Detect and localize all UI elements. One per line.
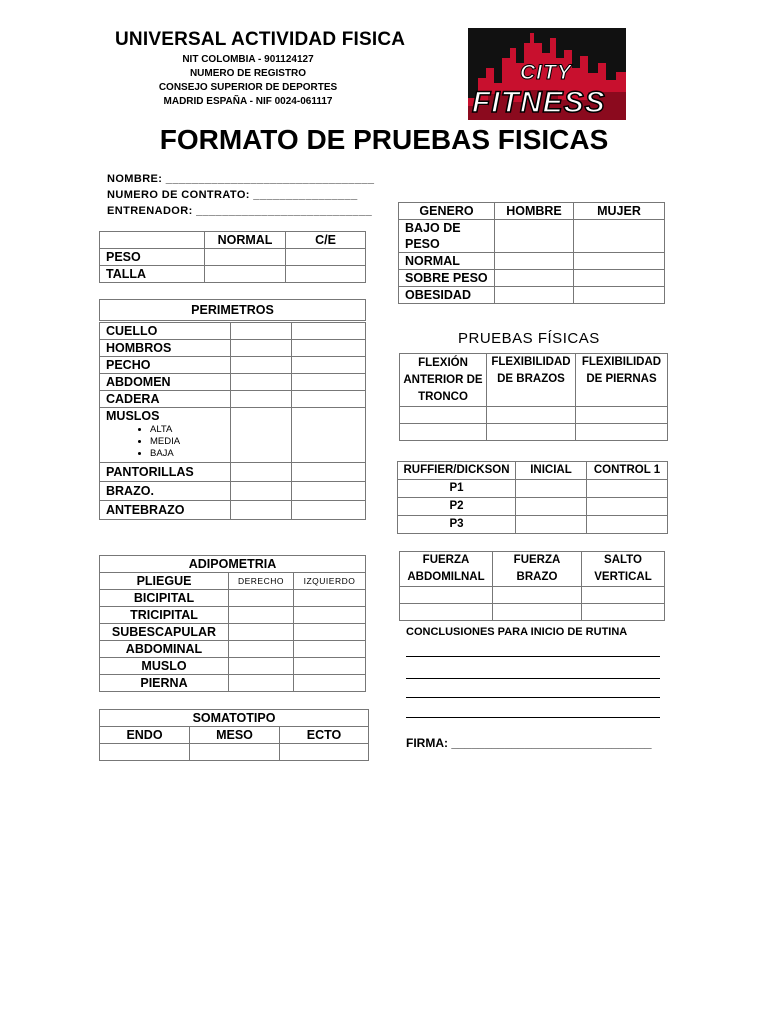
fuerza-table: [399, 551, 665, 621]
muslos-media: • MEDIA: [150, 436, 224, 448]
header-flex-brazos: FLEXIBILIDAD DE BRAZOS: [487, 354, 576, 407]
p1-control[interactable]: [587, 480, 668, 498]
pierna-izquierdo[interactable]: [294, 675, 366, 692]
pecho-cell-2[interactable]: [292, 357, 366, 374]
row-talla: TALLA: [100, 266, 205, 283]
adipometria-table: [99, 555, 366, 692]
muslos-cell-2[interactable]: [292, 408, 366, 463]
abdomen-cell-2[interactable]: [292, 374, 366, 391]
hombros-cell-2[interactable]: [292, 340, 366, 357]
row-tricipital: TRICIPITAL: [100, 607, 229, 624]
row-pecho: PECHO: [100, 357, 231, 374]
row-pantorillas: PANTORILLAS: [100, 463, 231, 482]
header-genero: GENERO: [399, 203, 495, 220]
peso-talla-table: [99, 231, 366, 283]
header-ce: C/E: [286, 232, 366, 249]
conclusion-line-1[interactable]: [406, 655, 660, 657]
contrato-field[interactable]: NUMERO DE CONTRATO: ________________: [107, 189, 358, 201]
somatotipo-title: SOMATOTIPO: [100, 710, 369, 727]
row-bicipital: BICIPITAL: [100, 590, 229, 607]
conclusion-line-4[interactable]: [406, 716, 660, 718]
row-cuello: CUELLO: [100, 323, 231, 340]
row-sobre-peso: SOBRE PESO: [399, 270, 495, 287]
p1-inicial[interactable]: [516, 480, 587, 498]
row-p3: P3: [398, 516, 516, 534]
brazo-cell-2[interactable]: [292, 482, 366, 501]
muslos-alta: • ALTA: [150, 424, 224, 436]
row-obesidad: OBESIDAD: [399, 287, 495, 304]
hombros-cell-1[interactable]: [231, 340, 292, 357]
normal-mujer[interactable]: [574, 253, 665, 270]
genero-table: [398, 202, 665, 304]
pecho-cell-1[interactable]: [231, 357, 292, 374]
fuerza-cell-2-3[interactable]: [582, 604, 665, 621]
pruebas-cell-1-2[interactable]: [487, 407, 576, 424]
abdominal-derecho[interactable]: [229, 641, 294, 658]
abdominal-izquierdo[interactable]: [294, 641, 366, 658]
subescapular-izquierdo[interactable]: [294, 624, 366, 641]
row-pierna: PIERNA: [100, 675, 229, 692]
muslos-label: MUSLOS: [106, 409, 160, 423]
ruffier-table: [397, 461, 668, 534]
header-normal: NORMAL: [205, 232, 286, 249]
peso-talla-corner: [100, 232, 205, 249]
row-muslos: [100, 408, 231, 463]
header-izquierdo: IZQUIERDO: [294, 573, 366, 590]
cadera-cell-1[interactable]: [231, 391, 292, 408]
pruebas-table: [399, 353, 668, 441]
header-salto-vertical: SALTO VERTICAL: [582, 552, 665, 587]
pantorillas-cell-2[interactable]: [292, 463, 366, 482]
pruebas-cell-1-1[interactable]: [400, 407, 487, 424]
row-bajo-de-peso: BAJO DE PESO: [399, 220, 495, 253]
fuerza-cell-2-1[interactable]: [400, 604, 493, 621]
p2-control[interactable]: [587, 498, 668, 516]
sobre-peso-hombre[interactable]: [495, 270, 574, 287]
somatotipo-table: [99, 709, 369, 761]
obesidad-hombre[interactable]: [495, 287, 574, 304]
fuerza-cell-1-3[interactable]: [582, 587, 665, 604]
bicipital-izquierdo[interactable]: [294, 590, 366, 607]
entrenador-field[interactable]: ENTRENADOR: ___________________________: [107, 205, 373, 217]
bicipital-derecho[interactable]: [229, 590, 294, 607]
row-p2: P2: [398, 498, 516, 516]
row-hombros: HOMBROS: [100, 340, 231, 357]
row-antebrazo: ANTEBRAZO: [100, 501, 231, 520]
header-ecto: ECTO: [280, 727, 369, 744]
endo-cell[interactable]: [100, 744, 190, 761]
header-mujer: MUJER: [574, 203, 665, 220]
fuerza-cell-1-1[interactable]: [400, 587, 493, 604]
p3-inicial[interactable]: [516, 516, 587, 534]
header-control-1: CONTROL 1: [587, 462, 668, 480]
peso-normal-cell[interactable]: [205, 249, 286, 266]
p3-control[interactable]: [587, 516, 668, 534]
row-brazo: BRAZO.: [100, 482, 231, 501]
obesidad-mujer[interactable]: [574, 287, 665, 304]
org-registro: NUMERO DE REGISTRO: [189, 68, 307, 79]
brazo-cell-1[interactable]: [231, 482, 292, 501]
row-subescapular: SUBESCAPULAR: [100, 624, 229, 641]
row-p1: P1: [398, 480, 516, 498]
pruebas-title: PRUEBAS FÍSICAS: [458, 330, 600, 347]
header-hombre: HOMBRE: [495, 203, 574, 220]
header-fuerza-abdominal: FUERZA ABDOMILNAL: [400, 552, 493, 587]
row-peso: PESO: [100, 249, 205, 266]
header-endo: ENDO: [100, 727, 190, 744]
header-derecho: DERECHO: [229, 573, 294, 590]
antebrazo-cell-2[interactable]: [292, 501, 366, 520]
header-flex-piernas: FLEXIBILIDAD DE PIERNAS: [576, 354, 668, 407]
header-pliegue: PLIEGUE: [100, 573, 229, 590]
nombre-field[interactable]: NOMBRE: ________________________________: [107, 173, 375, 185]
firma-field[interactable]: FIRMA: ______________________________: [406, 736, 652, 750]
bajo-peso-mujer[interactable]: [574, 220, 665, 253]
header-inicial: INICIAL: [516, 462, 587, 480]
perimetros-table: [99, 322, 366, 520]
conclusiones-label: CONCLUSIONES PARA INICIO DE RUTINA: [406, 626, 628, 638]
header-flexion-tronco: FLEXIÓN ANTERIOR DE TRONCO: [400, 354, 487, 407]
pantorillas-cell-1[interactable]: [231, 463, 292, 482]
pruebas-cell-2-2[interactable]: [487, 424, 576, 441]
header-fuerza-brazo: FUERZA BRAZO: [493, 552, 582, 587]
conclusion-line-3[interactable]: [406, 696, 660, 698]
cuello-cell-2[interactable]: [292, 323, 366, 340]
conclusion-line-2[interactable]: [406, 677, 660, 679]
sobre-peso-mujer[interactable]: [574, 270, 665, 287]
fuerza-cell-2-2[interactable]: [493, 604, 582, 621]
perimetros-title: PERIMETROS: [99, 299, 366, 321]
adipometria-title: ADIPOMETRIA: [100, 556, 366, 573]
abdomen-cell-1[interactable]: [231, 374, 292, 391]
talla-ce-cell[interactable]: [286, 266, 366, 283]
org-madrid: MADRID ESPAÑA - NIF 0024-061117: [163, 96, 333, 107]
normal-hombre[interactable]: [495, 253, 574, 270]
pruebas-cell-1-3[interactable]: [576, 407, 668, 424]
pierna-derecho[interactable]: [229, 675, 294, 692]
peso-ce-cell[interactable]: [286, 249, 366, 266]
row-cadera: CADERA: [100, 391, 231, 408]
tricipital-derecho[interactable]: [229, 607, 294, 624]
org-name: UNIVERSAL ACTIVIDAD FISICA: [115, 29, 406, 50]
org-consejo: CONSEJO SUPERIOR DE DEPORTES: [158, 82, 338, 93]
muslos-sublist: [106, 424, 224, 460]
subescapular-derecho[interactable]: [229, 624, 294, 641]
header-ruffier: RUFFIER/DICKSON: [398, 462, 516, 480]
pruebas-cell-2-1[interactable]: [400, 424, 487, 441]
header-meso: MESO: [190, 727, 280, 744]
muslos-baja: • BAJA: [150, 448, 224, 460]
talla-normal-cell[interactable]: [205, 266, 286, 283]
pruebas-cell-2-3[interactable]: [576, 424, 668, 441]
cadera-cell-2[interactable]: [292, 391, 366, 408]
logo-city-text: CITY: [520, 61, 572, 84]
page-title: FORMATO DE PRUEBAS FISICAS: [159, 124, 609, 155]
logo-fitness-text: FITNESS: [472, 86, 606, 119]
org-nit: NIT COLOMBIA - 901124127: [182, 54, 314, 65]
row-normal: NORMAL: [399, 253, 495, 270]
muslo-derecho[interactable]: [229, 658, 294, 675]
row-abdomen: ABDOMEN: [100, 374, 231, 391]
meso-cell[interactable]: [190, 744, 280, 761]
muslo-izquierdo[interactable]: [294, 658, 366, 675]
row-abdominal: ABDOMINAL: [100, 641, 229, 658]
p2-inicial[interactable]: [516, 498, 587, 516]
ecto-cell[interactable]: [280, 744, 369, 761]
city-fitness-logo: [468, 28, 626, 120]
tricipital-izquierdo[interactable]: [294, 607, 366, 624]
fuerza-cell-1-2[interactable]: [493, 587, 582, 604]
cuello-cell-1[interactable]: [231, 323, 292, 340]
bajo-peso-hombre[interactable]: [495, 220, 574, 253]
muslos-cell-1[interactable]: [231, 408, 292, 463]
row-muslo: MUSLO: [100, 658, 229, 675]
antebrazo-cell-1[interactable]: [231, 501, 292, 520]
